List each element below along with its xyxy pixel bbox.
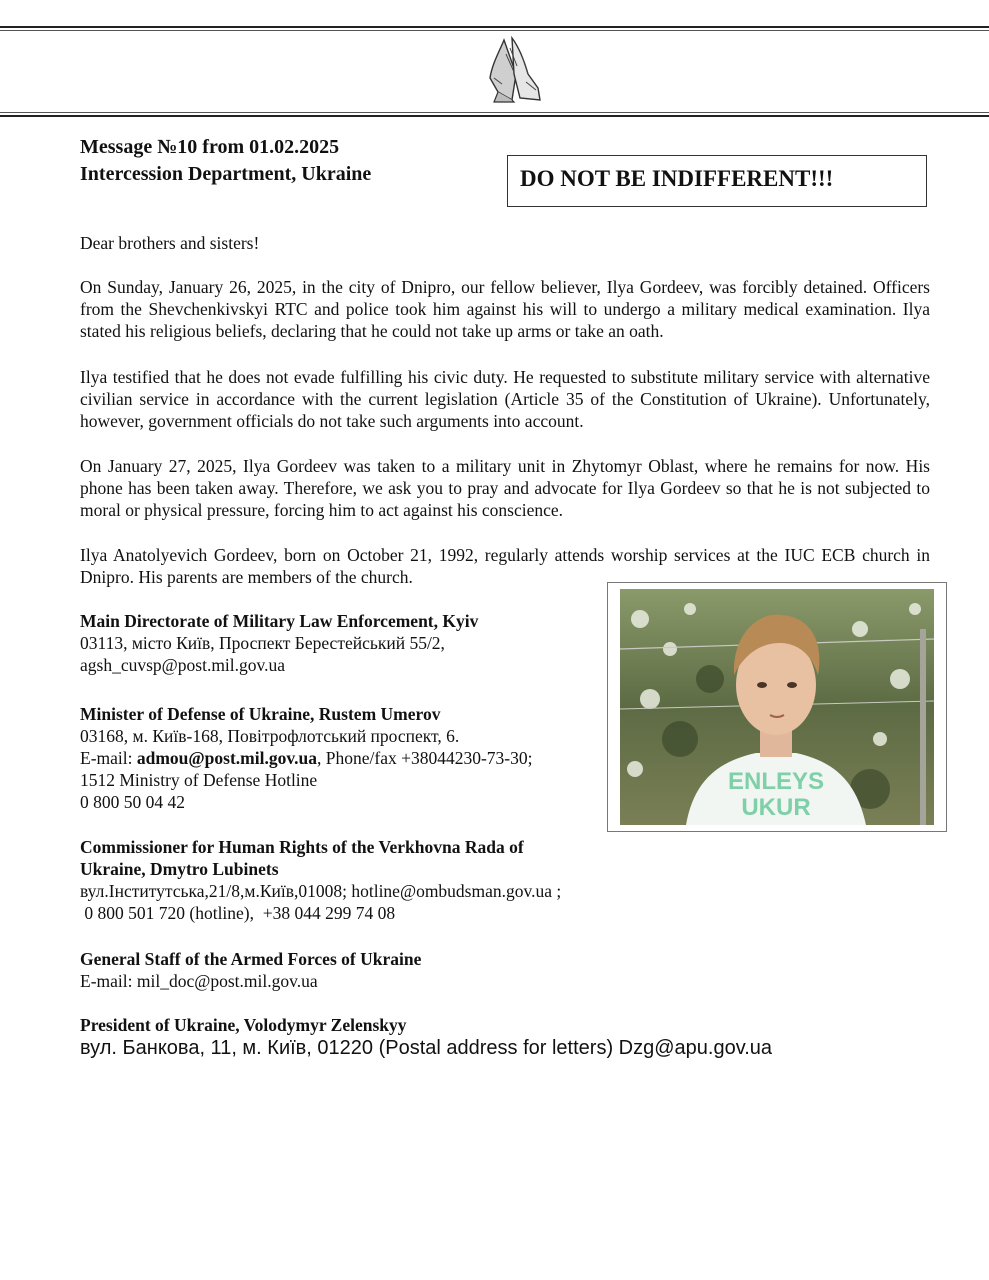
contact-name-line1: Commissioner for Human Rights of the Verkhovna Rada of [80,837,524,857]
portrait-photo [620,589,934,825]
contact-name: Minister of Defense of Ukraine, Rustem Umerov [80,704,441,724]
contact-email: E-mail: mil_doc@post.mil.gov.ua [80,971,318,991]
header-rule-upper [0,112,989,113]
top-rule-lower [0,30,989,31]
contact-name: Main Directorate of Military Law Enforcement, Kyiv [80,611,479,631]
alert-box: DO NOT BE INDIFFERENT!!! [507,155,927,207]
praying-hands-icon [484,34,548,104]
contact-name-line2: Ukraine, Dmytro Lubinets [80,859,279,879]
contact-name: General Staff of the Armed Forces of Ukraine [80,949,422,969]
contact-address-email: вул. Банкова, 11, м. Київ, 01220 (Postal address for letters) Dzg@apu.gov.ua [80,1037,773,1059]
contact-email: admou@post.mil.gov.ua [136,748,317,768]
contact-president [80,1014,840,1060]
hotline-label: 1512 Ministry of Defense Hotline [80,770,318,790]
phone-fax: , Phone/fax +38044230-73-30; [317,748,533,768]
contact-address: вул.Інститутська,21/8,м.Київ,01008; hotline@ombudsman.gov.ua ; [80,881,562,901]
hotline-number: 0 800 50 04 42 [80,792,185,812]
contact-name: President of Ukraine, Volodymyr Zelenskyy [80,1015,407,1035]
paragraph-transfer: On January 27, 2025, Ilya Gordeev was taken to a military unit in Zhytomyr Oblast, where he remains for now. His phone has been taken away. Therefore, we ask you to pray and advocate for Ilya Gordeev so that he is not subjected to moral or physical pressure, forcing him to act against his conscience. [80,456,930,520]
paragraph-civic-duty: Ilya testified that he does not evade fulfilling his civic duty. He requested to substitute military service with alternative civilian service in accordance with the current legislation (Article 35 of the Constitution of Ukraine). Unfortunately, however, government officials do not take such arguments into account. [80,367,930,431]
contact-military-law-enforcement [80,610,600,676]
contact-general-staff [80,948,600,992]
contact-human-rights-commissioner [80,836,600,924]
header-rule-lower [0,115,989,117]
department-name: Intercession Department, Ukraine [80,163,372,185]
shirt-text-upper: ENLEYS [727,768,825,795]
email-prefix: E-mail: [80,748,137,768]
message-header [80,134,371,188]
portrait-photo-frame [607,582,947,832]
shirt-text-lower: UKUR [741,794,811,821]
top-rule-upper [0,26,989,28]
contact-email-phone [80,747,600,769]
contact-minister-of-defense [80,703,600,813]
message-number-date: Message №10 from 01.02.2025 [80,136,340,158]
paragraph-biography: Ilya Anatolyevich Gordeev, born on October 21, 1992, regularly attends worship services at the IUC ECB church in Dnipro. His parents are members of the church. [80,545,930,587]
contact-email: agsh_cuvsp@post.mil.gov.ua [80,655,286,675]
contact-address: 03168, м. Київ-168, Повітрофлотський проспект, 6. [80,726,460,746]
contact-phones: 0 800 501 720 (hotline), +38 044 299 74 08 [80,903,396,923]
contact-address: 03113, місто Київ, Проспект Берестейський 55/2, [80,633,445,653]
paragraph-detention: On Sunday, January 26, 2025, in the city of Dnipro, our fellow believer, Ilya Gordeev, was forcibly detained. Officers from the Shevchenkivskyi RTC and police took him against his will to undergo a military medical examination. Ilya stated his religious beliefs, declaring that he could not take up arms or take an oath. [80,277,930,341]
greeting: Dear brothers and sisters! [80,233,260,253]
